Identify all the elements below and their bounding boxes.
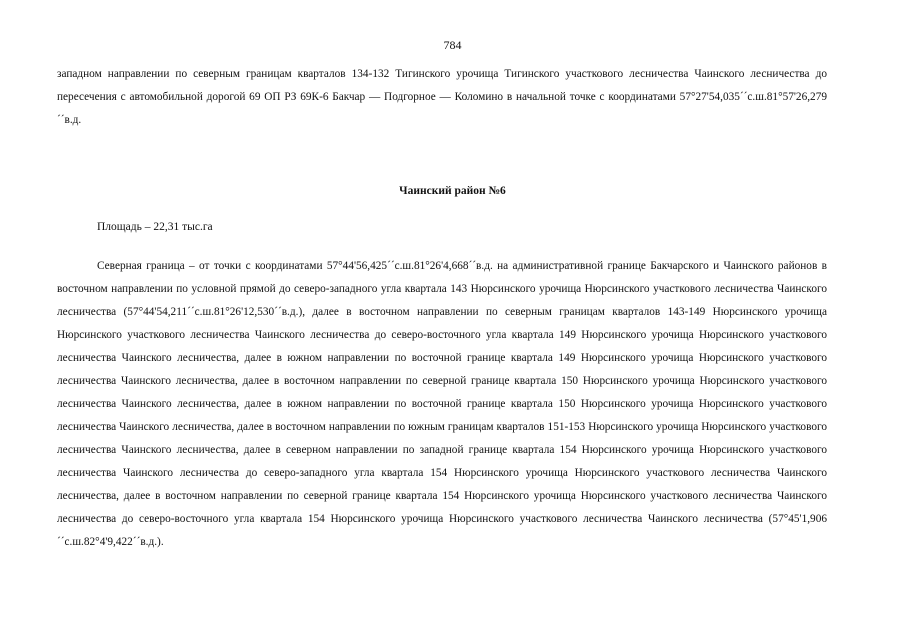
section-heading: Чаинский район №6 [399,185,506,197]
continuation-paragraph: западном направлении по северным границам кварталов 134-132 Тигинского урочища Тигинского участкового лесничества Чаинского лесничества до пересечения с автомобильной дорогой 69 ОП РЗ 69К-6 Бакчар — Подгорное — Коломино в начальной точке с координатами 57°27'54,035´´с.ш.81°57'26,279´´в.д. [57,68,827,126]
north-border-paragraph: Северная граница – от точки с координатами 57°44'56,425´´с.ш.81°26'4,668´´в.д. на административной границе Бакчарского и Чаинского районов в восточном направлении по условной прямой до северо-западного угла квартала 143 Нюрсинского урочища Нюрсинского участкового лесничества Чаинского лесничества (57°44'54,211´´с.ш.81°26'12,530´´в.д.), далее в восточном направлении по северным границам кварталов 143-149 Нюрсинского урочища Нюрсинского участкового лесничества Чаинского лесничества до северо-восточного угла квартала 149 Нюрсинского урочища Нюрсинского участкового лесничества Чаинского лесничества, далее в южном направлении по восточной границе квартала 149 Нюрсинского урочища Нюрсинского участкового лесничества Чаинского лесничества, далее в восточном направлении по северной границе квартала 150 Нюрсинского урочища Нюрсинского участкового лесничества Чаинского лесничества, далее в южном направлении по восточной границе квартала 150 Нюрсинского урочища Нюрсинского участкового лесничества Чаинского лесничества, далее в восточном направлении по южным границам кварталов 151-153 Нюрсинского урочища Нюрсинского участкового лесничества Чаинского лесничества, далее в северном направлении по западной границе квартала 154 Нюрсинского урочища Нюрсинского участкового лесничества Чаинского лесничества до северо-западного угла квартала 154 Нюрсинского урочища Нюрсинского участкового лесничества Чаинского лесничества, далее в восточном направлении по северной границе квартала 154 Нюрсинского урочища Нюрсинского участкового лесничества Чаинского лесничества до северо-восточного угла квартала 154 Нюрсинского урочища Нюрсинского участкового лесничества Чаинского лесничества (57°45'1,906´´с.ш.82°4'9,422´´в.д.). [57,260,827,548]
area-line: Площадь – 22,31 тыс.га [97,221,213,233]
page-number: 784 [443,38,462,52]
